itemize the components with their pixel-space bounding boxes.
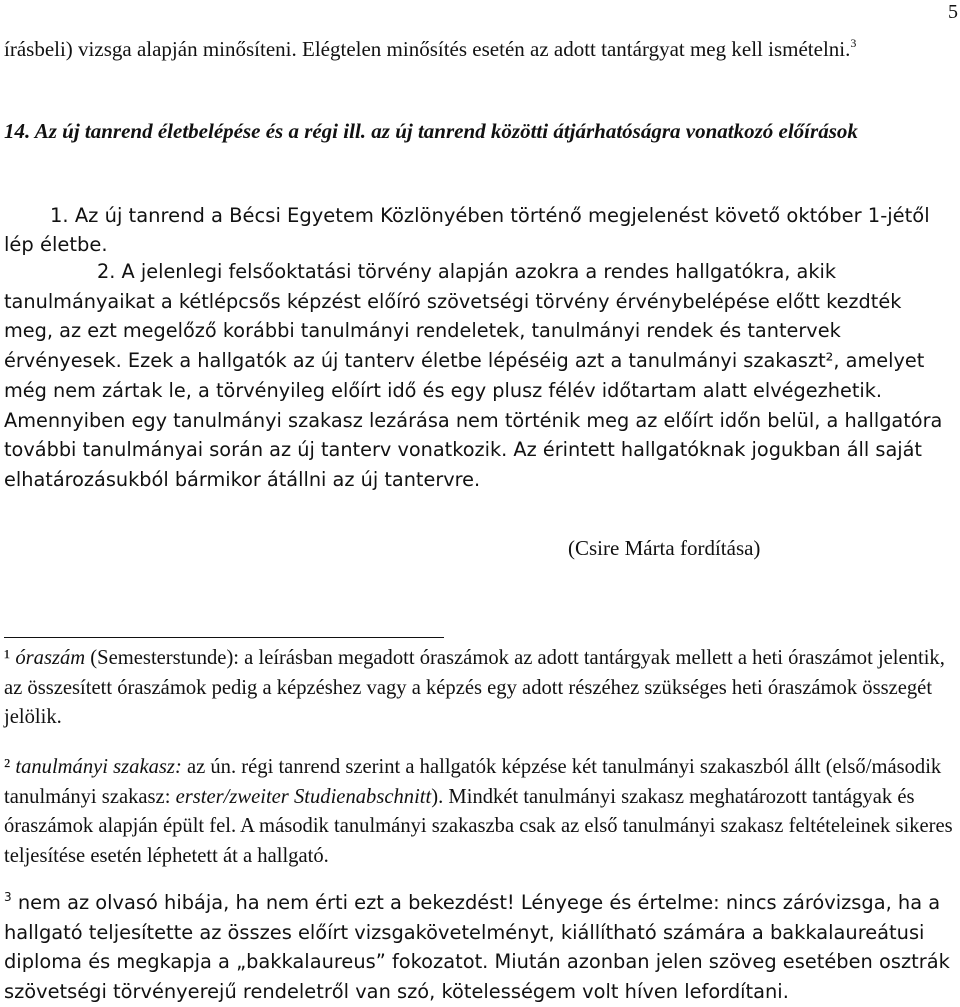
translator-credit: (Csire Márta fordítása) (568, 536, 761, 560)
list-item-2-text-cont: Ezek a hallgatók az új tanterv életbe lépéséig azt a tanulmányi szakaszt², amelyet még nem zártak le, a törvényileg előírt idő és egy plusz félév időtartam alatt elvégezhetik. Amennyiben egy tanulmányi szakasz lezárása nem történik meg az előírt időn belül, a hallgatóra további tanulmányai során az új tanterv vonatkozik. Az érintett hallgatóknak jogukban áll saját elhatározásukból bármikor átállni az új tantervre. (4, 349, 943, 491)
footnote-2-text-a: az ún. régi tanrend szerint a hallgatók képzése két tanulmányi szakaszból állt (első/második tanulmányi szakasz: (4, 756, 942, 808)
footnote-1-marker: ¹ (4, 647, 11, 669)
section-heading: 14. Az új tanrend életbelépése és a régi ill. az új tanrend közötti átjárhatóságra vonatkozó előírások (4, 119, 858, 143)
footnote-2 (4, 753, 954, 872)
footnote-2-term-de: erster/zweiter Studienabschnitt (175, 785, 432, 808)
footnote-2-marker: ² (4, 756, 11, 778)
list-item-1-number: 1. (50, 204, 69, 227)
footnote-1 (4, 644, 954, 733)
footnote-2-text-b: ). Mindkét tanulmányi szakasz meghatározott tantágyak és óraszámok alapján épült fel. A második tanulmányi szakaszba csak az első tanulmányi szakasz feltételeinek sikeres teljesítése esetén léphetett át a hallgató. (4, 785, 953, 868)
list-item-2 (4, 257, 954, 495)
footnote-1-paren-close: ): (226, 647, 240, 669)
footnote-2-term: tanulmányi szakasz: (15, 756, 182, 778)
list-item-1-text: Az új tanrend a Bécsi Egyetem Közlönyében történő megjelenést követő október 1-jétől lép életbe. (4, 204, 930, 256)
footnote-1-text: a leírásban megadott óraszámok az adott tantárgyak mellett a heti óraszámot jelentik, az összesített óraszámok pedig a képzéshez vagy a képzés egy adott részéhez szükséges heti óraszámok összegét jelölik. (4, 647, 945, 729)
footnote-1-paren-open: ( (85, 647, 98, 669)
page-number: 5 (948, 1, 958, 23)
footnote-1-term: óraszám (15, 647, 86, 669)
list-item-1 (4, 201, 954, 259)
footnote-ref-3[interactable]: 3 (850, 36, 857, 50)
footnote-3 (4, 888, 954, 1007)
footnote-divider (4, 637, 444, 638)
footnote-3-text: nem az olvasó hibája, ha nem érti ezt a bekezdést! Lényege és értelme: nincs záróvizsga, ha a hallgató teljesítette az összes előírt vizsgakövetelményt, kiállítható számára a bakkalaureátusi diploma és megkapja a „bakkalaureus” fokozatot. Miután azonban jelen szöveg esetében osztrák szövetségi törvényerejű rendeletről van szó, kötelességem volt híven lefordítani. (4, 891, 950, 1004)
intro-paragraph (4, 35, 954, 64)
footnote-1-term-de: Semesterstunde (97, 647, 227, 669)
list-item-2-text: A jelenlegi felsőoktatási törvény alapján azokra a rendes hallgatókra, akik tanulmányaikat a kétlépcsős képzést előíró szövetségi törvény érvénybelépése előtt kezdték meg, az ezt megelőző korábbi tanulmányi rendeletek, tanulmányi rendek és tantervek érvényesek. (4, 260, 902, 373)
list-item-2-number: 2. (97, 260, 116, 283)
intro-text: írásbeli) vizsga alapján minősíteni. Elégtelen minősítés esetén az adott tantárgyat meg kell ismételni. (4, 37, 851, 61)
footnote-3-marker: 3 (4, 890, 12, 904)
